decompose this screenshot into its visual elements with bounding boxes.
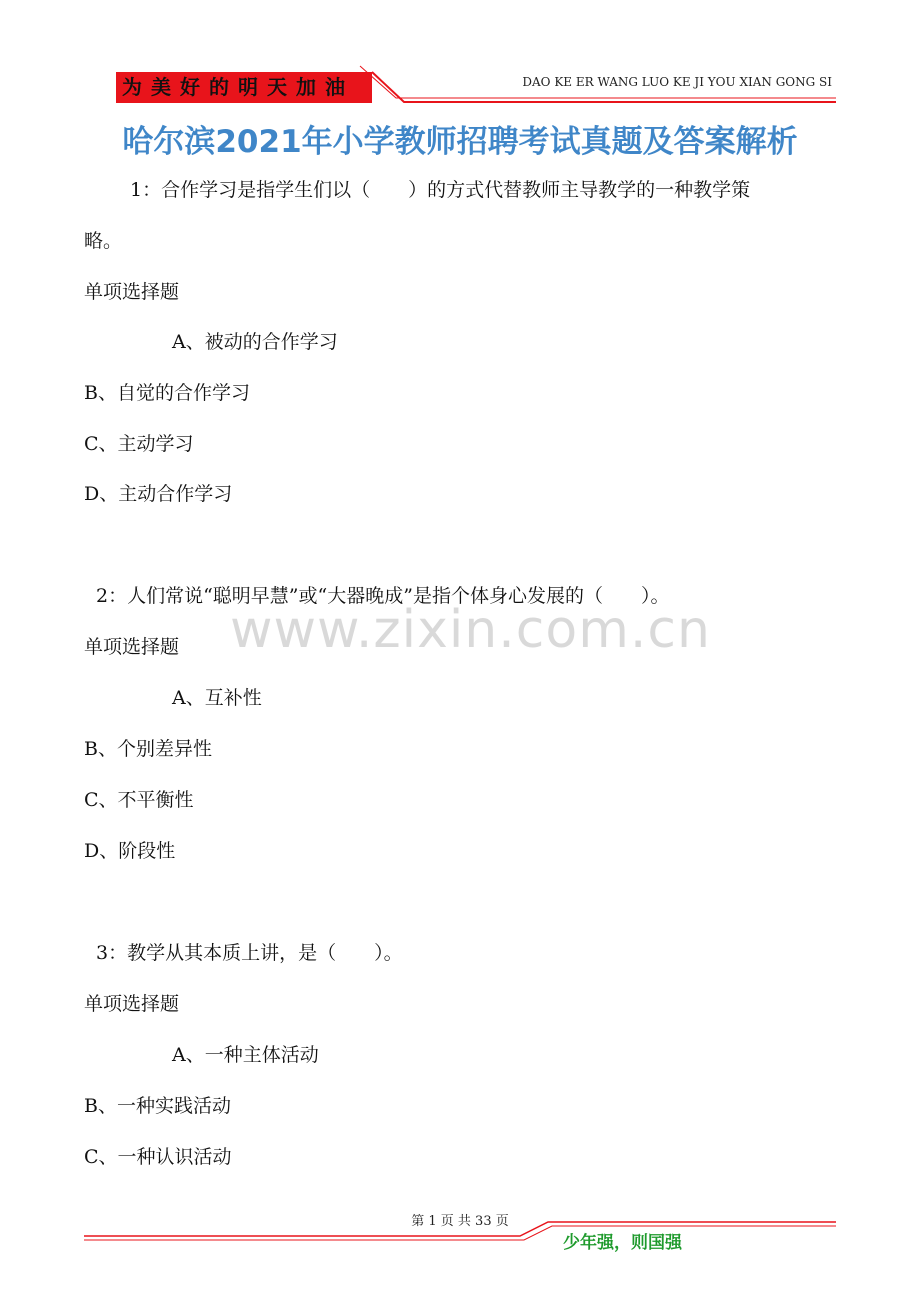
header-slogan: 为美好的明天加油	[122, 75, 354, 99]
question-3-type: 单项选择题	[84, 993, 180, 1015]
question-2-type: 单项选择题	[84, 636, 180, 658]
question-3-option-c: C、一种认识活动	[84, 1146, 232, 1168]
question-2-stem: 2：人们常说“聪明早慧”或“大器晚成”是指个体身心发展的（ ）。	[96, 585, 670, 607]
question-2-option-d: D、阶段性	[84, 840, 176, 862]
question-1-option-d: D、主动合作学习	[84, 483, 233, 505]
question-1-type: 单项选择题	[84, 281, 180, 303]
question-2-option-b: B、个别差异性	[84, 738, 212, 760]
page-number: 第 1 页 共 33 页	[411, 1214, 509, 1229]
question-3-stem: 3：教学从其本质上讲，是（ ）。	[96, 942, 403, 964]
header-brand: DAO KE ER WANG LUO KE JI YOU XIAN GONG SI	[522, 75, 832, 89]
document-title: 哈尔滨2021年小学教师招聘考试真题及答案解析	[122, 124, 798, 160]
question-3-option-a: A、一种主体活动	[172, 1044, 319, 1066]
watermark: www.zixin.com.cn	[230, 600, 711, 660]
question-2-option-a: A、互补性	[172, 687, 262, 709]
question-1-stem: 1：合作学习是指学生们以（ ）的方式代替教师主导教学的一种教学策	[130, 179, 751, 201]
question-1-option-a: A、被动的合作学习	[172, 331, 338, 353]
question-1-option-c: C、主动学习	[84, 433, 194, 455]
question-2-option-c: C、不平衡性	[84, 789, 194, 811]
question-1-option-b: B、自觉的合作学习	[84, 382, 250, 404]
footer-motto: 少年强，则国强	[563, 1233, 682, 1253]
question-1-stem-cont: 略。	[84, 230, 123, 252]
question-3-option-b: B、一种实践活动	[84, 1095, 231, 1117]
